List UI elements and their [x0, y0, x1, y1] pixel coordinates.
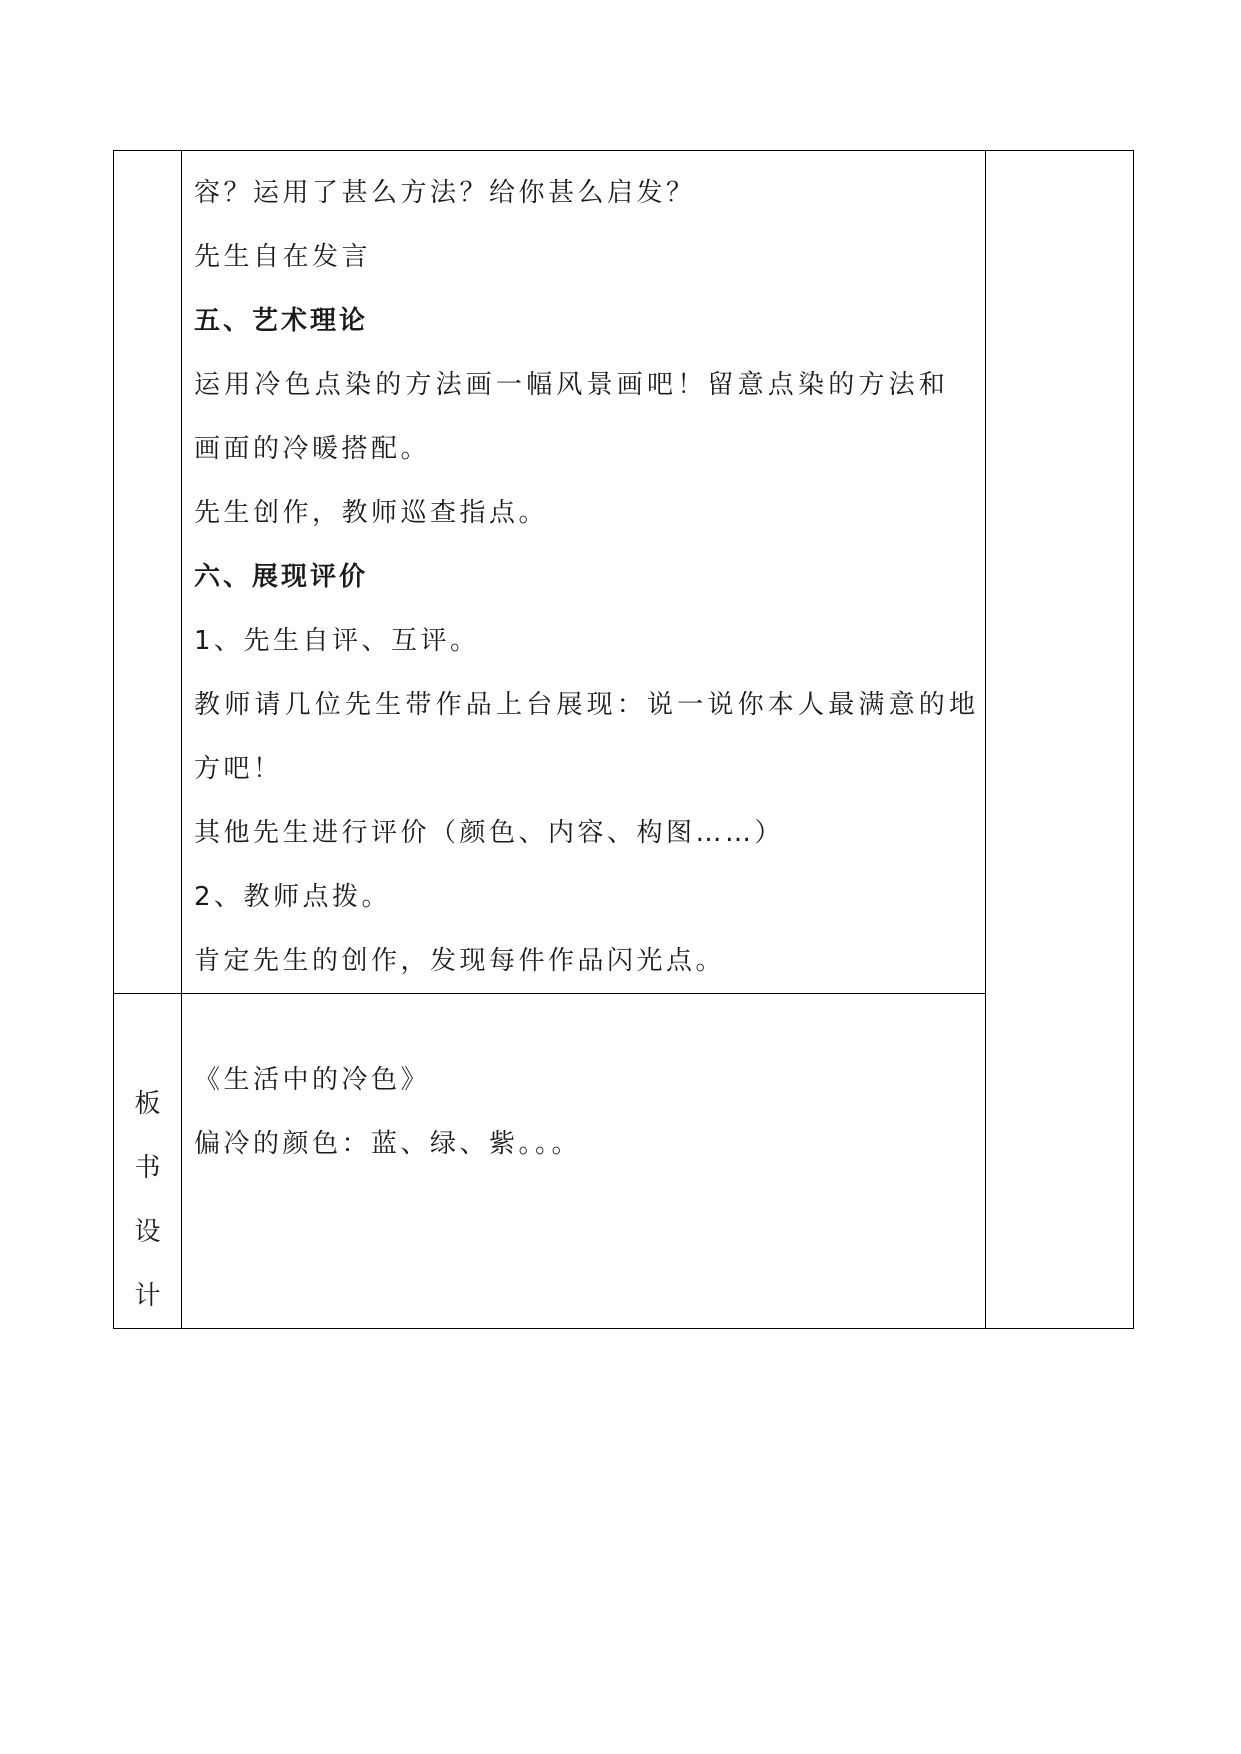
notes-cell	[986, 151, 1134, 1329]
board-label-char: 设	[134, 1217, 161, 1247]
process-line: 画面的冷暖搭配。	[194, 434, 431, 464]
board-design-row	[114, 994, 1134, 1329]
board-design-content-cell	[182, 994, 986, 1329]
process-line: 容？运用了甚么方法？给你甚么启发？	[194, 178, 696, 208]
process-line: 先生创作，教师巡查指点。	[194, 498, 549, 528]
process-line: 肯定先生的创作，发现每件作品闪光点。	[194, 946, 726, 976]
board-design-label	[114, 994, 181, 1328]
section-heading-art-practice: 五、艺术理论	[194, 306, 369, 336]
process-line: 方吧！	[194, 754, 283, 784]
lesson-plan-table	[113, 150, 1134, 1329]
board-label-char: 计	[134, 1281, 161, 1311]
process-line: 2、教师点拨。	[194, 882, 392, 912]
process-line: 运用冷色点染的方法画一幅风景画吧！留意点染的方法和	[194, 370, 950, 400]
board-design-label-cell	[114, 994, 182, 1329]
process-line: 先生自在发言	[194, 242, 372, 272]
process-line: 1、先生自评、互评。	[194, 626, 480, 656]
board-design-title: 《生活中的冷色》	[194, 1065, 431, 1095]
board-label-char: 板	[134, 1089, 161, 1119]
process-line: 其他先生进行评价（颜色、内容、构图……）	[194, 818, 785, 848]
process-label-cell	[114, 151, 182, 994]
teaching-process-row	[114, 151, 1134, 994]
board-label-char: 书	[134, 1153, 161, 1183]
board-design-content: 偏冷的颜色：蓝、绿、紫。。。	[194, 1129, 582, 1159]
process-line: 教师请几位先生带作品上台展现：说一说你本人最满意的地	[194, 690, 980, 720]
process-content-cell	[182, 151, 986, 994]
section-heading-show-evaluate: 六、展现评价	[194, 562, 369, 592]
